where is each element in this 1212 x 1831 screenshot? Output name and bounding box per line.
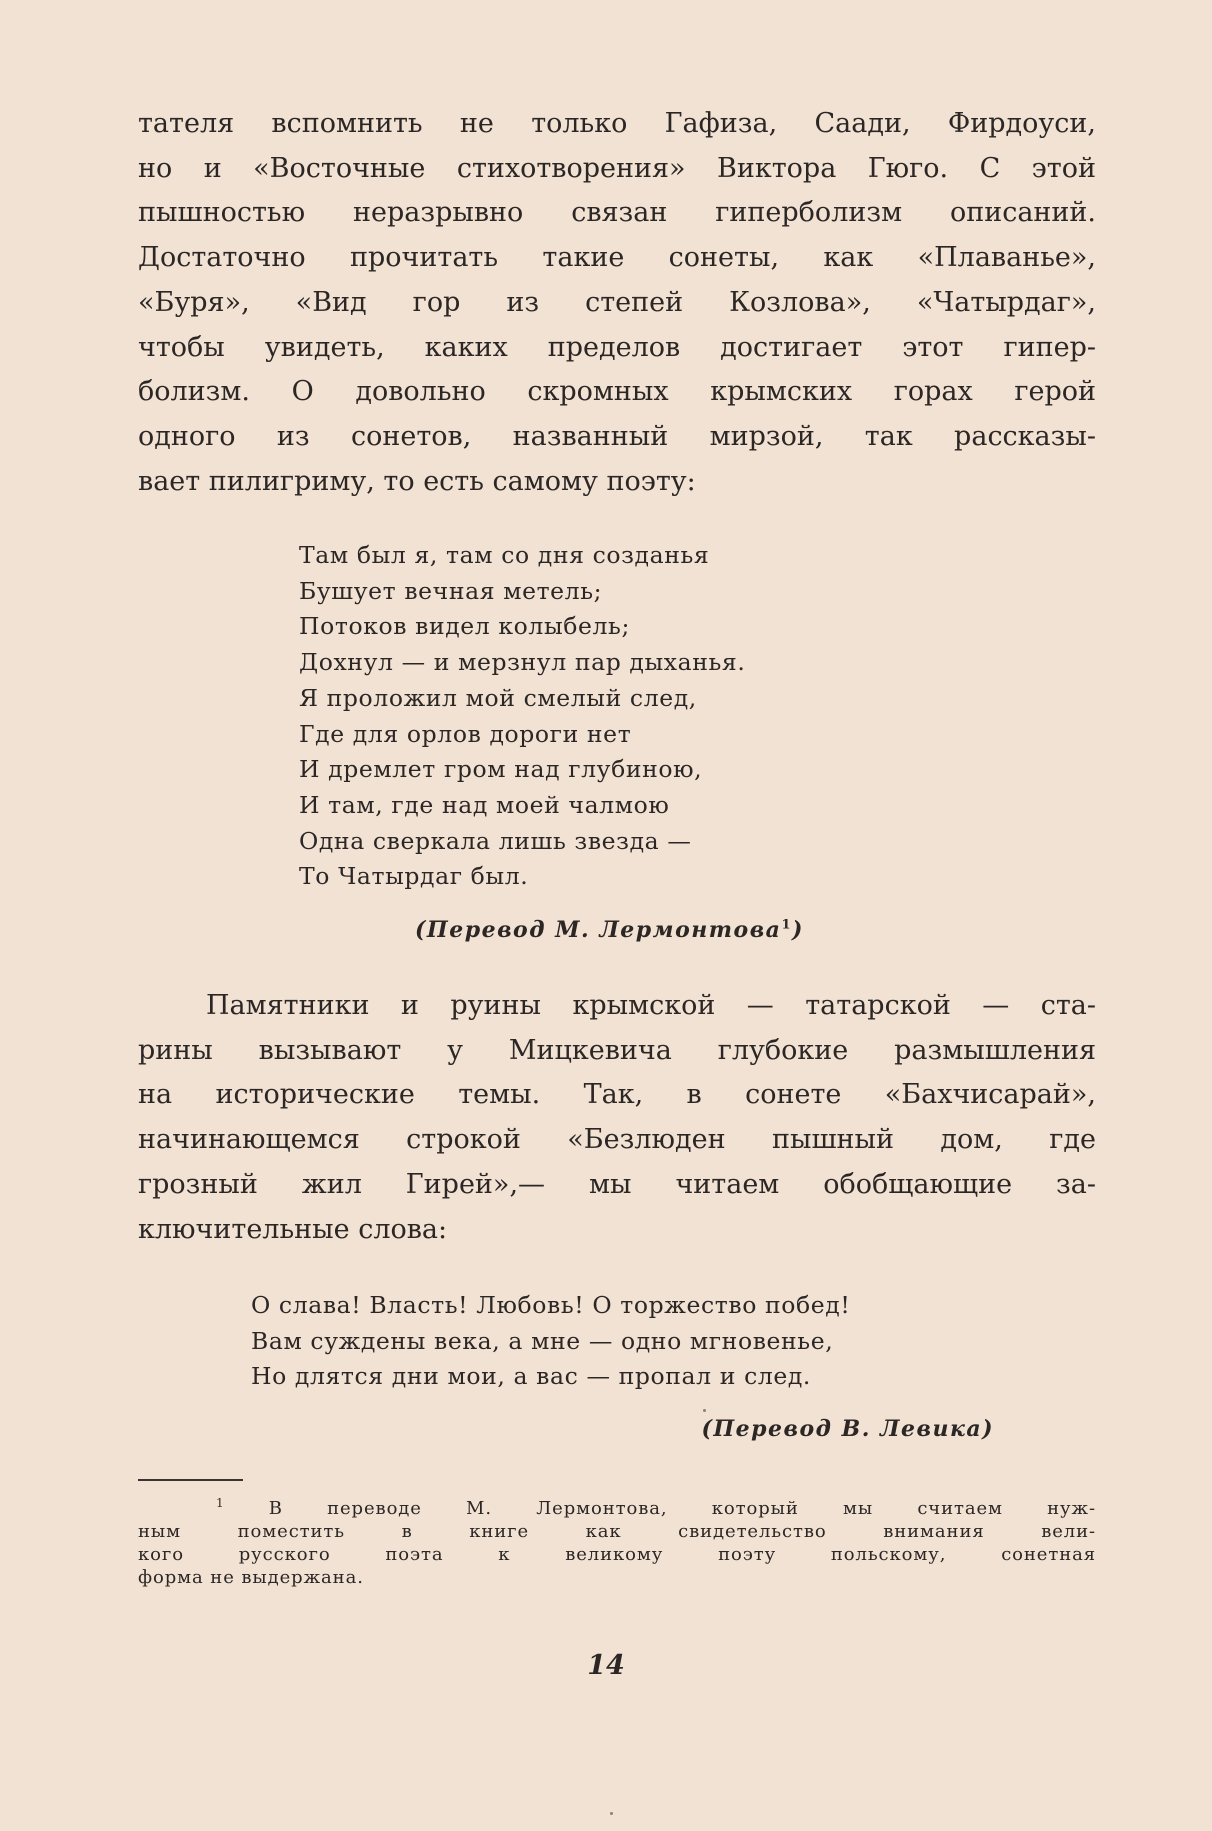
print-speck	[610, 1812, 613, 1815]
paragraph-1-line: Достаточно прочитать такие сонеты, как «Плаванье»,	[138, 242, 1096, 274]
paragraph-2	[138, 984, 1096, 1252]
translation-credit-lermontov	[415, 917, 804, 943]
footnote	[138, 1492, 1096, 1589]
poem-2-line: Вам суждены века, а мне — одно мгновенье,	[251, 1326, 834, 1355]
paragraph-2-line: на исторические темы. Так, в сонете «Бахчисарай»,	[138, 1079, 1096, 1111]
paragraph-1-line: чтобы увидеть, каких пределов достигает этот гипер-	[138, 331, 1096, 363]
paragraph-1-line: «Буря», «Вид гор из степей Козлова», «Чатырдаг»,	[138, 286, 1096, 318]
footnote-line: форма не выдержана.	[138, 1567, 364, 1588]
footnote-line-text: В переводе М. Лермонтова, который мы считаем нуж-	[268, 1498, 1096, 1519]
paragraph-2-line: грозный жил Гирей»,— мы читаем обобщающие за-	[138, 1168, 1096, 1200]
footnote-mark: 1	[216, 1496, 225, 1510]
print-speck	[703, 1409, 706, 1412]
credit-1-text: (Перевод М. Лермонтова	[415, 917, 782, 943]
paragraph-2-line: ключительные слова:	[138, 1213, 448, 1245]
poem-1-line: И дремлет гром над глубиною,	[299, 755, 703, 784]
poem-1-line: Одна сверкала лишь звезда —	[299, 826, 692, 855]
poem-1-line: Дохнул — и мерзнул пар дыханья.	[299, 648, 746, 677]
footnote-reference[interactable]: 1	[781, 917, 792, 933]
footnote-line: ным поместить в книге как свидетельство внимания вели-	[138, 1521, 1096, 1542]
poem-1-line: И там, где над моей чалмою	[299, 790, 670, 819]
poem-1-line: Я проложил мой смелый след,	[299, 683, 697, 712]
paragraph-1-line: но и «Восточные стихотворения» Виктора Гюго. С этой	[138, 152, 1096, 184]
paragraph-2-line: Памятники и руины крымской — татарской — ста-	[206, 990, 1096, 1021]
footnote-line	[138, 1492, 1096, 1520]
poem-1-line: Бушует вечная метель;	[299, 576, 603, 605]
footnote-divider	[138, 1479, 243, 1481]
poem-2-line: Но длятся дни мои, а вас — пропал и след.	[251, 1362, 812, 1391]
poem-2-verse	[251, 1288, 850, 1395]
paragraph-1-line: пышностью неразрывно связан гиперболизм описаний.	[138, 197, 1096, 229]
poem-1-line: Там был я, там со дня созданья	[299, 541, 710, 569]
paragraph-2-line: рины вызывают у Мицкевича глубокие размышления	[138, 1034, 1096, 1066]
paragraph-1-line: одного из сонетов, названный мирзой, так рассказы-	[138, 420, 1096, 452]
translation-credit-levik: (Перевод В. Левика)	[701, 1416, 994, 1442]
paragraph-1-line: болизм. О довольно скромных крымских горах герой	[138, 376, 1096, 408]
poem-1-line: Потоков видел колыбель;	[299, 612, 630, 641]
poem-1-line: То Чатырдаг был.	[299, 862, 529, 891]
poem-1-line: Где для орлов дороги нет	[299, 719, 632, 748]
paragraph-1-line: вает пилигриму, то есть самому поэту:	[138, 465, 696, 497]
paragraph-1	[138, 102, 1096, 504]
credit-1-close: )	[791, 917, 804, 943]
paragraph-2-line: начинающемся строкой «Безлюден пышный дом, где	[138, 1124, 1096, 1156]
footnote-line: кого русского поэта к великому поэту польскому, сонетная	[138, 1544, 1096, 1565]
poem-1-verse	[299, 538, 745, 895]
paragraph-1-line: тателя вспомнить не только Гафиза, Саади, Фирдоуси,	[138, 108, 1096, 139]
poem-2-line: О слава! Власть! Любовь! О торжество побед!	[251, 1291, 851, 1319]
page-number: 14	[587, 1650, 625, 1681]
